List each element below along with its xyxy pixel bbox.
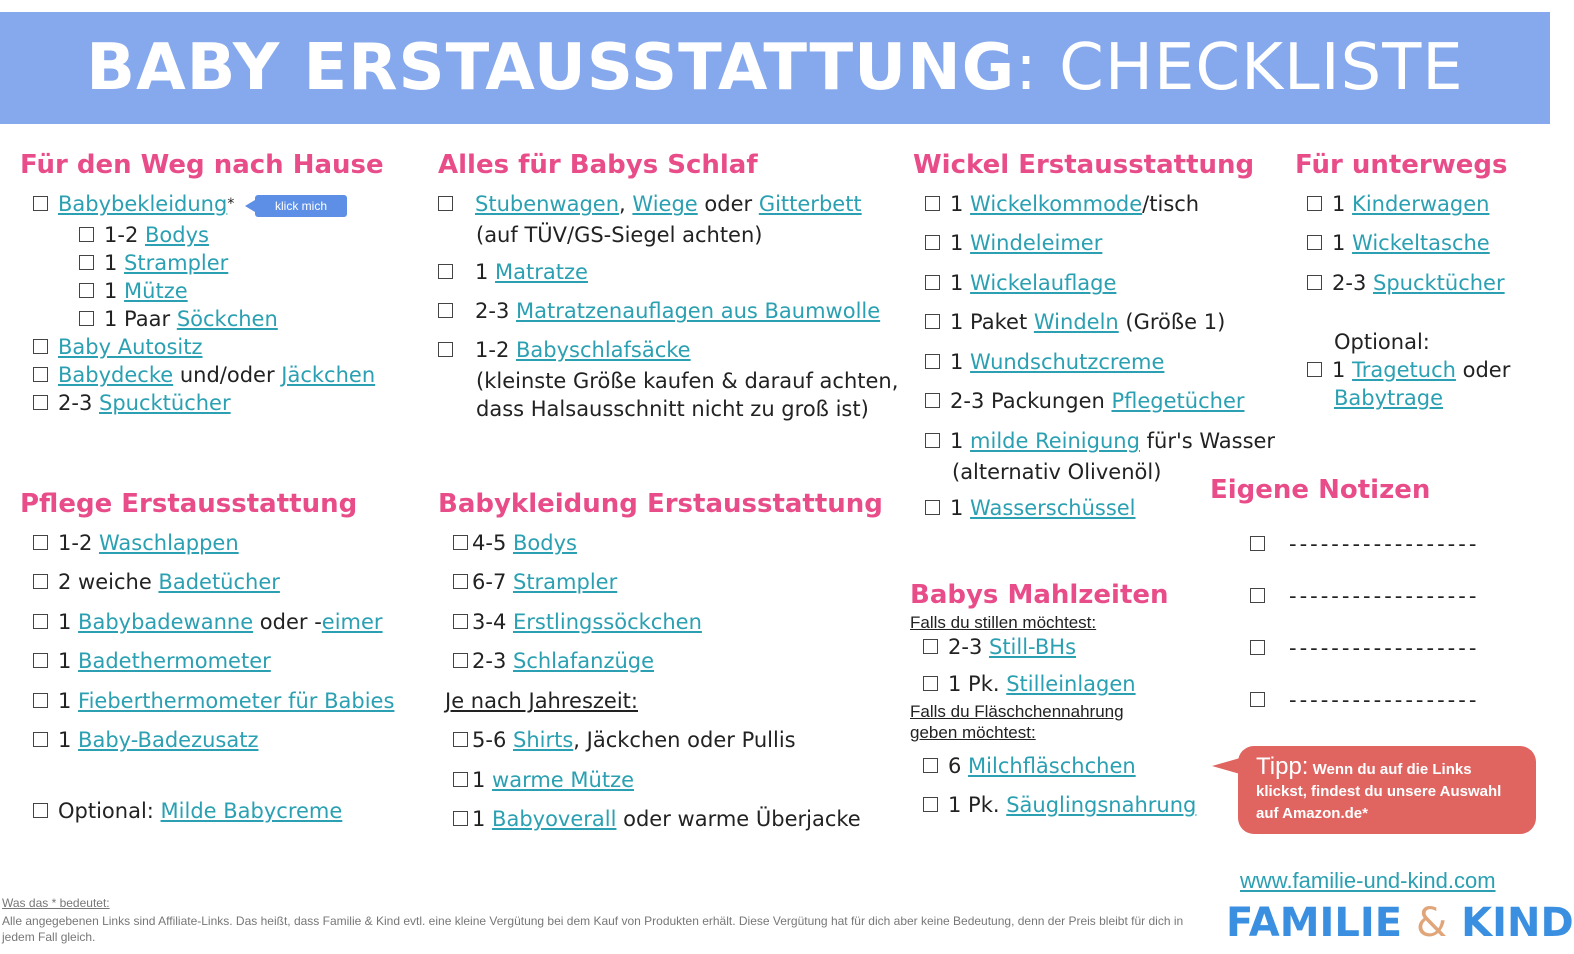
logo-text: FAMILIE: [1226, 900, 1416, 946]
item-note: dass Halsausschnitt nicht zu groß ist): [476, 397, 869, 421]
link[interactable]: Stubenwagen: [475, 192, 620, 216]
list-item: [33, 389, 231, 417]
link[interactable]: Shirts: [512, 728, 574, 752]
checkbox[interactable]: [923, 797, 938, 812]
link[interactable]: Pflegetücher: [1111, 389, 1245, 413]
item-text: 1: [950, 192, 971, 216]
link[interactable]: Bodys: [512, 531, 577, 555]
link[interactable]: warme Mütze: [492, 768, 635, 792]
list-item: [33, 647, 271, 675]
list-item: [923, 791, 1196, 819]
link[interactable]: Babybadewanne: [78, 610, 254, 634]
list-item-cont: [1334, 384, 1443, 412]
link[interactable]: Babydecke: [58, 363, 174, 387]
checkbox[interactable]: [438, 342, 453, 357]
checkbox[interactable]: [33, 614, 48, 629]
link[interactable]: Wickeltasche: [1352, 231, 1490, 255]
list-item: [79, 305, 278, 333]
item-text: 1: [475, 260, 496, 284]
brand-logo: [1226, 900, 1574, 946]
section-kleidung: [438, 489, 883, 519]
link[interactable]: Söckchen: [176, 307, 278, 331]
link[interactable]: Spucktücher: [98, 391, 231, 415]
checkbox[interactable]: [925, 235, 940, 250]
item-text: 1: [104, 251, 125, 275]
optional-label: Optional:: [1334, 330, 1430, 354]
list-item: [453, 568, 617, 596]
link[interactable]: Waschlappen: [98, 531, 239, 555]
list-item: [33, 568, 280, 596]
title-bold: BABY ERSTAUSSTATTUNG: [86, 31, 1016, 105]
checkbox[interactable]: [923, 676, 938, 691]
list-item: [33, 687, 394, 715]
item-text: 1 Pk.: [948, 672, 1007, 696]
link[interactable]: Matratzenauflagen aus Baumwolle: [515, 299, 881, 323]
list-item: [925, 348, 1164, 376]
item-text: 1: [1332, 231, 1353, 255]
checkbox[interactable]: [925, 196, 940, 211]
section-unterwegs: [1295, 150, 1508, 180]
link[interactable]: Babyoverall: [492, 807, 617, 831]
checkbox[interactable]: [33, 535, 48, 550]
checkbox[interactable]: [925, 354, 940, 369]
item-text: Optional:: [58, 799, 161, 823]
checkbox[interactable]: [453, 535, 468, 550]
link[interactable]: Schlafanzüge: [512, 649, 655, 673]
link[interactable]: Mütze: [124, 279, 188, 303]
website-link[interactable]: www.familie-und-kind.com: [1240, 868, 1496, 893]
item-text: /tisch: [1142, 192, 1200, 216]
list-item: [453, 766, 634, 794]
link[interactable]: Erstlingssöckchen: [512, 610, 702, 634]
item-text: oder -: [253, 610, 322, 634]
item-text: 1: [58, 610, 79, 634]
item-text: 5-6: [472, 728, 513, 752]
checkbox[interactable]: [33, 732, 48, 747]
list-item: [925, 308, 1225, 336]
checkbox[interactable]: [79, 283, 94, 298]
checkbox[interactable]: [925, 433, 940, 448]
checkbox[interactable]: [438, 264, 453, 279]
item-text: 2-3: [1332, 271, 1373, 295]
link[interactable]: Gitterbett: [758, 192, 862, 216]
logo-amp: &: [1416, 900, 1448, 946]
link[interactable]: Babytrage: [1334, 386, 1444, 410]
item-text: 1: [472, 807, 493, 831]
dash-line: ------------------: [1289, 688, 1480, 712]
list-item: [923, 670, 1136, 698]
section-schlaf: [438, 150, 758, 180]
note-line: [1250, 686, 1479, 714]
item-text: 1: [472, 768, 493, 792]
checkbox[interactable]: [33, 803, 48, 818]
link[interactable]: Matratze: [495, 260, 588, 284]
list-item: [438, 190, 862, 218]
flasche-label: geben möchtest:: [910, 723, 1036, 742]
link[interactable]: Tragetuch: [1352, 358, 1456, 382]
section-title: Für unterwegs: [1295, 150, 1508, 180]
checkbox[interactable]: [79, 255, 94, 270]
link[interactable]: Strampler: [124, 251, 229, 275]
item-note: (kleinste Größe kaufen & darauf achten,: [476, 369, 899, 393]
section-pflege: [20, 489, 357, 519]
section-title: Eigene Notizen: [1210, 475, 1431, 505]
checkbox[interactable]: [33, 196, 48, 211]
list-item: [925, 427, 1275, 455]
list-item: [79, 221, 209, 249]
section-weg: [20, 150, 384, 180]
checkbox[interactable]: [1307, 275, 1322, 290]
list-item: [33, 190, 234, 218]
link[interactable]: Stilleinlagen: [1006, 672, 1136, 696]
item-text: 4-5: [472, 531, 513, 555]
link[interactable]: Milchfläschchen: [968, 754, 1136, 778]
checkbox[interactable]: [33, 367, 48, 382]
checkbox[interactable]: [453, 732, 468, 747]
checkbox[interactable]: [1250, 640, 1265, 655]
link[interactable]: Wasserschüssel: [970, 496, 1136, 520]
item-text: und/oder: [173, 363, 282, 387]
list-item: [925, 494, 1136, 522]
checkbox[interactable]: [453, 653, 468, 668]
item-text: 2-3: [58, 391, 99, 415]
item-text: 2-3: [472, 649, 513, 673]
link[interactable]: Milde Babycreme: [160, 799, 343, 823]
item-text: ,: [619, 192, 633, 216]
list-item: [923, 752, 1136, 780]
checkbox[interactable]: [1307, 196, 1322, 211]
link[interactable]: Kinderwagen: [1352, 192, 1490, 216]
list-item: [79, 249, 228, 277]
section-title: Babys Mahlzeiten: [910, 580, 1169, 610]
checkbox[interactable]: [1307, 235, 1322, 250]
section-title: Pflege Erstausstattung: [20, 489, 358, 519]
section-title: Alles für Babys Schlaf: [438, 150, 758, 180]
list-item: [925, 190, 1199, 218]
item-text: oder: [697, 192, 759, 216]
item-text: 2-3: [948, 635, 989, 659]
checkbox[interactable]: [453, 811, 468, 826]
link[interactable]: Babyschlafsäcke: [515, 338, 691, 362]
list-item: [453, 608, 702, 636]
checkbox[interactable]: [925, 275, 940, 290]
header-banner: [0, 12, 1550, 124]
item-text: 1 Paket: [950, 310, 1034, 334]
link[interactable]: Babybekleidung: [58, 192, 228, 216]
checkbox[interactable]: [453, 772, 468, 787]
note-line: [1250, 634, 1479, 662]
list-item: [438, 336, 691, 364]
item-text: 2 weiche: [58, 570, 159, 594]
item-text: oder: [1455, 358, 1511, 382]
item-text: 1: [1332, 358, 1353, 382]
page-title: [86, 31, 1463, 105]
tipp-callout: [1238, 746, 1536, 834]
list-item: [1307, 269, 1505, 297]
item-text: 6-7: [472, 570, 513, 594]
section-title: Babykleidung Erstausstattung: [438, 489, 883, 519]
title-light: : CHECKLISTE: [1015, 31, 1464, 105]
list-item: [453, 726, 796, 754]
checkbox[interactable]: [925, 314, 940, 329]
link[interactable]: Säuglingsnahrung: [1006, 793, 1197, 817]
item-text: 2-3 Packungen: [950, 389, 1112, 413]
item-text: 1-2: [58, 531, 99, 555]
link[interactable]: milde Reinigung: [970, 429, 1140, 453]
checkbox[interactable]: [33, 339, 48, 354]
season-label: Je nach Jahreszeit:: [445, 689, 638, 713]
item-text: 1: [950, 350, 971, 374]
list-item: [1307, 356, 1510, 384]
list-item: [33, 529, 239, 557]
checkbox[interactable]: [33, 653, 48, 668]
item-text: 1 Paar: [104, 307, 177, 331]
item-text: 1: [58, 689, 79, 713]
checkbox[interactable]: [79, 227, 94, 242]
link[interactable]: Spucktücher: [1372, 271, 1505, 295]
list-item: [33, 608, 383, 636]
link[interactable]: Still-BHs: [988, 635, 1077, 659]
list-item: [79, 277, 188, 305]
section-mahlzeiten: [910, 580, 1169, 610]
list-item: [925, 269, 1116, 297]
logo-text: KIND: [1447, 900, 1574, 946]
section-title: Für den Weg nach Hause: [20, 150, 384, 180]
note-line: [1250, 530, 1479, 558]
checkbox[interactable]: [33, 693, 48, 708]
stillen-label: Falls du stillen möchtest:: [910, 613, 1097, 632]
item-text: 1: [950, 271, 971, 295]
checkbox[interactable]: [453, 614, 468, 629]
list-item: [438, 258, 588, 286]
item-note: (auf TÜV/GS-Siegel achten): [476, 223, 763, 247]
link[interactable]: Windeleimer: [970, 231, 1103, 255]
link[interactable]: Windeln: [1033, 310, 1119, 334]
link[interactable]: Wickelauflage: [970, 271, 1117, 295]
link[interactable]: Wundschutzcreme: [970, 350, 1165, 374]
list-item: [33, 797, 342, 825]
note-line: [1250, 582, 1479, 610]
list-item: [33, 726, 258, 754]
asterisk: *: [227, 196, 235, 212]
item-text: 1-2: [104, 223, 145, 247]
flasche-label: Falls du Fläschchennahrung: [910, 702, 1124, 721]
tipp-label: Tipp:: [1256, 753, 1309, 780]
link[interactable]: Fieberthermometer für Babies: [78, 689, 395, 713]
link[interactable]: Wiege: [632, 192, 698, 216]
klick-mich-badge[interactable]: klick mich: [255, 195, 347, 217]
link[interactable]: Badethermometer: [78, 649, 271, 673]
footer-disclaimer: Alle angegebenen Links sind Affiliate-Links. Das heißt, dass Familie & Kind evtl. eine kleine Vergütung bei dem Kauf von Produkten erhält. Diese Vergütung hat für dich aber keine Bedeutung, denn der Preis bleibt für dich in jedem Fall gleich.: [2, 914, 1184, 944]
list-item: [453, 647, 654, 675]
item-text: 1: [950, 231, 971, 255]
list-item: [453, 529, 577, 557]
list-item: [438, 297, 880, 325]
item-text: 1: [58, 649, 79, 673]
item-text: oder warme Überjacke: [616, 807, 861, 831]
section-title: Wickel Erstausstattung: [913, 150, 1255, 180]
item-text: 1: [58, 728, 79, 752]
list-item: [33, 333, 203, 361]
link[interactable]: Jäckchen: [281, 363, 376, 387]
link[interactable]: Badetücher: [158, 570, 280, 594]
item-text: (Größe 1): [1118, 310, 1226, 334]
section-notizen: [1210, 475, 1430, 505]
list-item: [925, 229, 1102, 257]
checkbox[interactable]: [438, 303, 453, 318]
item-text: 2-3: [475, 299, 516, 323]
link[interactable]: Bodys: [144, 223, 209, 247]
checkbox[interactable]: [1250, 692, 1265, 707]
item-text: 6: [948, 754, 969, 778]
item-text: 1: [1332, 192, 1353, 216]
dash-line: ------------------: [1289, 584, 1480, 608]
section-wickel: [913, 150, 1254, 180]
link[interactable]: Baby Autositz: [58, 335, 203, 359]
checkbox[interactable]: [923, 639, 938, 654]
checkbox[interactable]: [438, 196, 453, 211]
link[interactable]: Strampler: [512, 570, 618, 594]
item-text: 3-4: [472, 610, 513, 634]
item-text: 1 Pk.: [948, 793, 1007, 817]
link[interactable]: eimer: [321, 610, 383, 634]
checkbox[interactable]: [1307, 362, 1322, 377]
list-item: [925, 387, 1245, 415]
checkbox[interactable]: [925, 500, 940, 515]
link[interactable]: Baby-Badezusatz: [78, 728, 259, 752]
dash-line: ------------------: [1289, 636, 1480, 660]
list-item: [33, 361, 375, 389]
checkbox[interactable]: [1250, 588, 1265, 603]
item-text: 1: [104, 279, 125, 303]
checkbox[interactable]: [925, 393, 940, 408]
list-item: [1307, 190, 1489, 218]
footer-label: Was das * bedeutet:: [2, 896, 110, 910]
dash-line: ------------------: [1289, 532, 1480, 556]
tipp-text: Wenn du auf die Links klickst, findest du unsere Auswahl auf Amazon.de*: [1256, 761, 1502, 822]
item-note: (alternativ Olivenöl): [952, 460, 1162, 484]
list-item: [923, 633, 1076, 661]
item-text: für's Wasser: [1139, 429, 1276, 453]
list-item: [1307, 229, 1490, 257]
link[interactable]: Wickelkommode: [970, 192, 1143, 216]
checkbox[interactable]: [453, 574, 468, 589]
checkbox[interactable]: [33, 574, 48, 589]
checkbox[interactable]: [923, 758, 938, 773]
item-text: 1-2: [475, 338, 516, 362]
checkbox[interactable]: [1250, 536, 1265, 551]
item-text: 1: [950, 429, 971, 453]
checkbox[interactable]: [79, 311, 94, 326]
list-item: [453, 805, 861, 833]
item-text: , Jäckchen oder Pullis: [573, 728, 796, 752]
checkbox[interactable]: [33, 395, 48, 410]
item-text: 1: [950, 496, 971, 520]
